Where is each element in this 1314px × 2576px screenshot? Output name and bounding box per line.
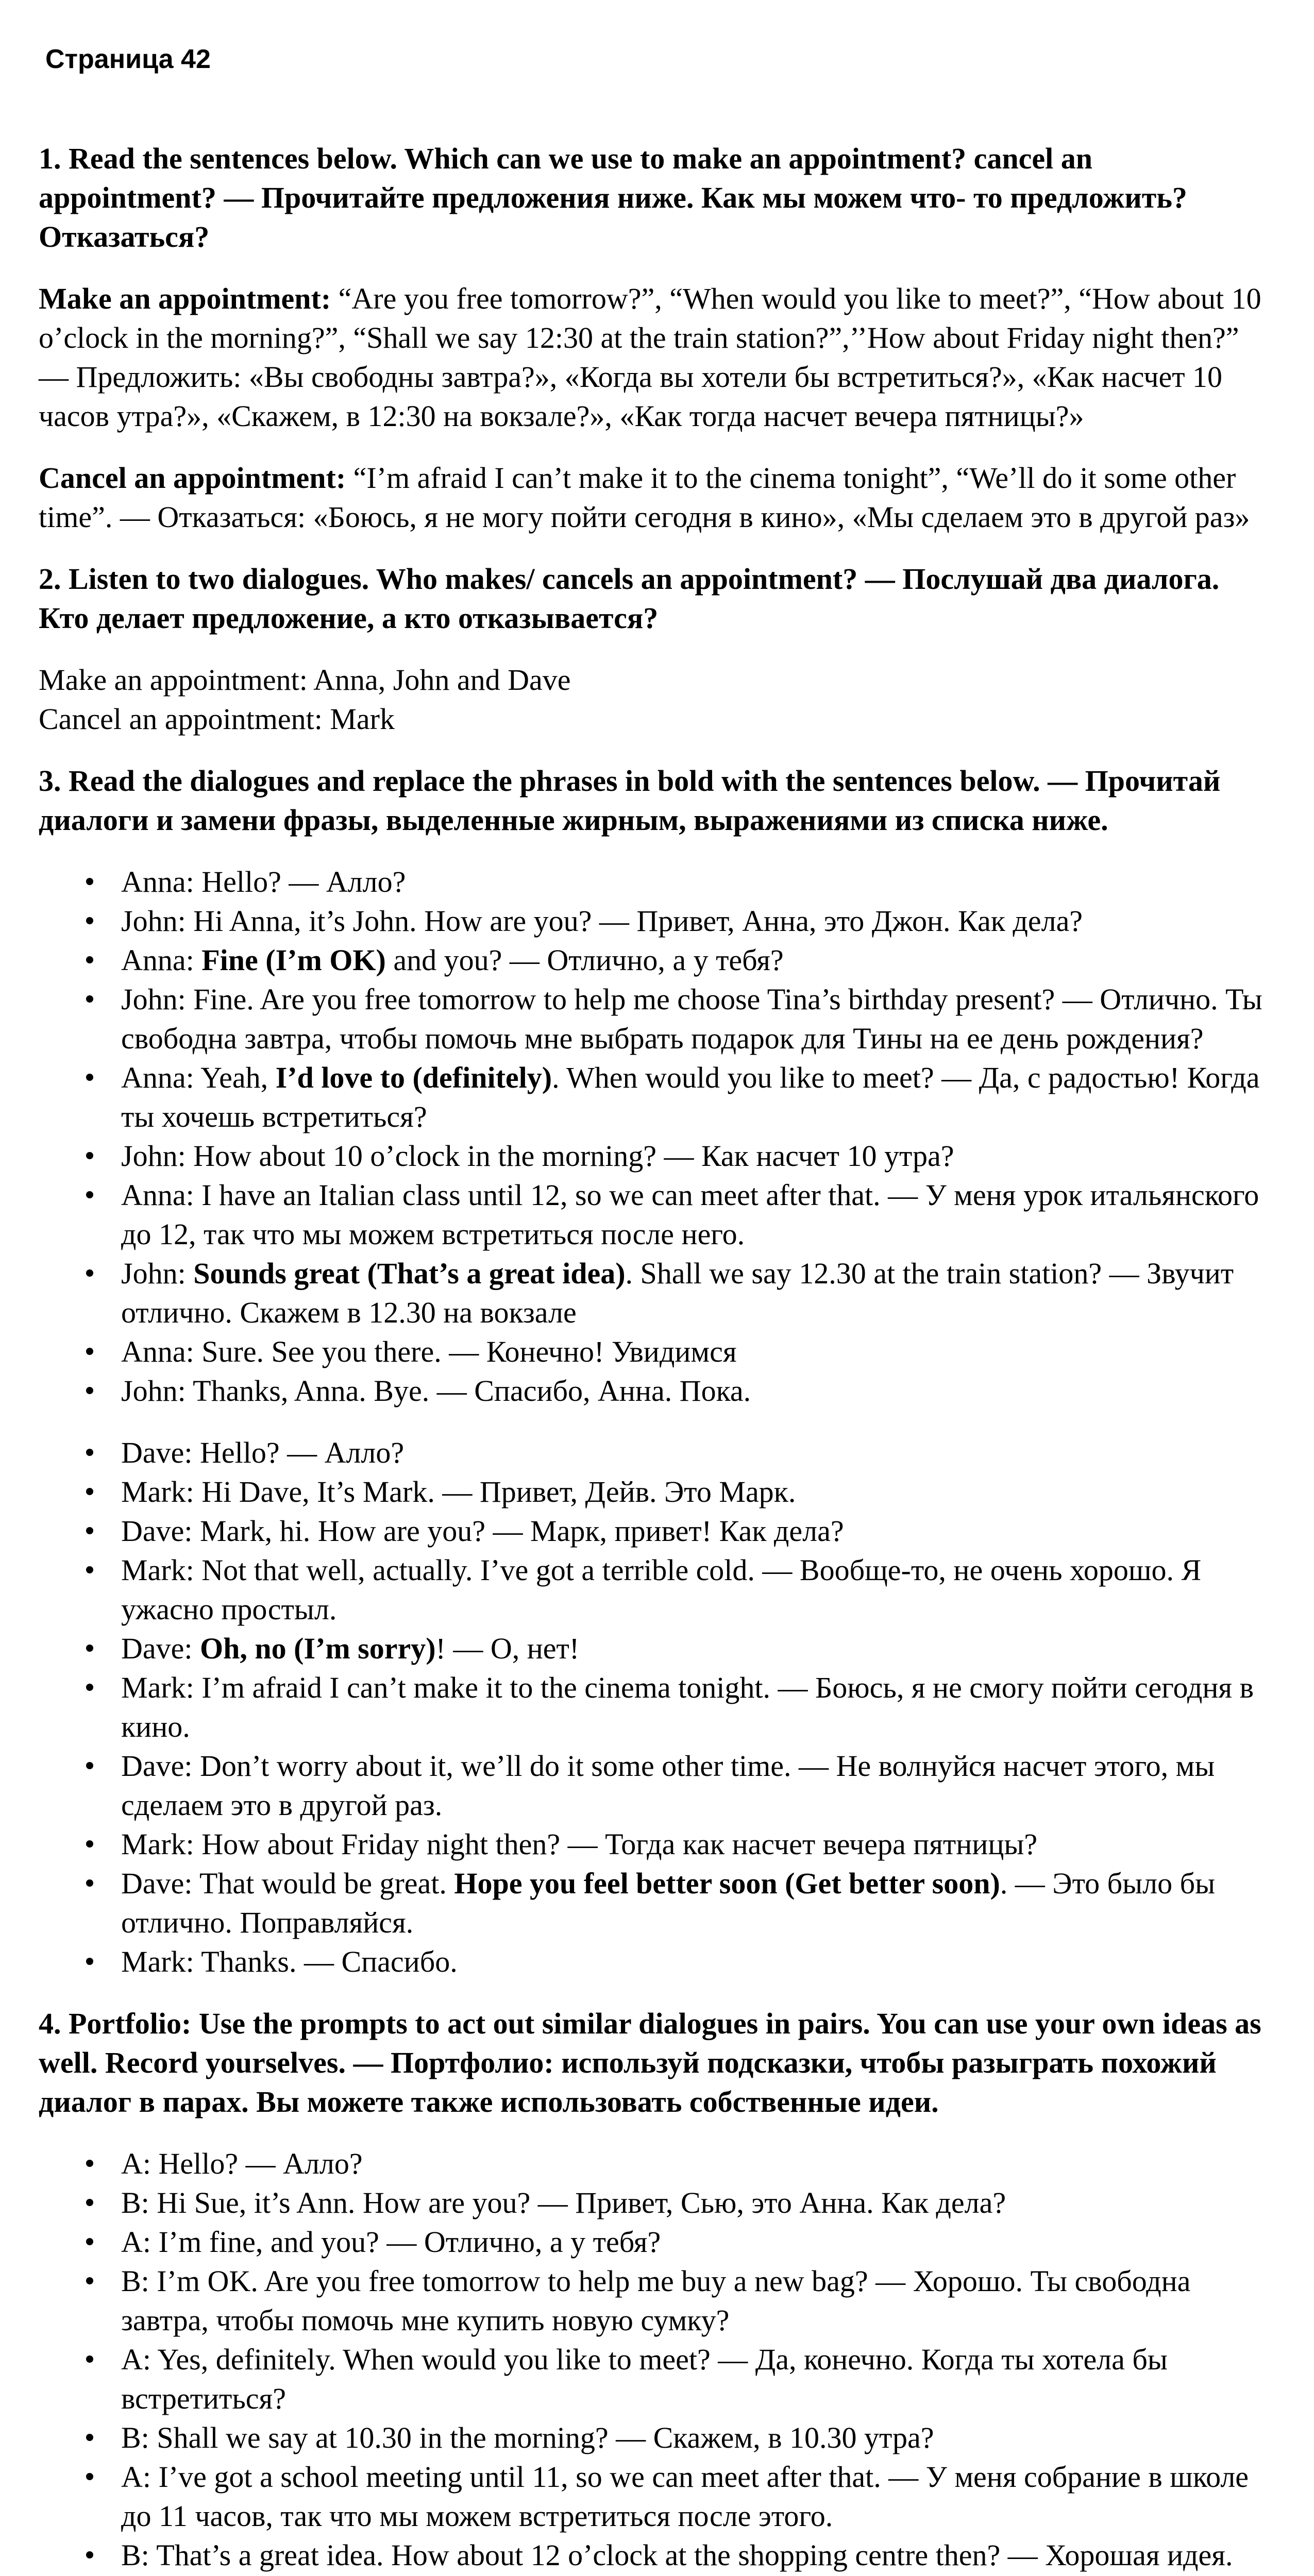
list-item [121,1137,1275,1176]
portfolio-dialogue-list [39,2144,1275,2576]
list-item: B: Hi Sue, it’s Ann. How are you? — Привет, Сью, это Анна. Как дела? [121,2183,1275,2223]
exercise-3-heading: 3. Read the dialogues and replace the phrases in bold with the sentences below. — Прочитай диалоги и замени фразы, выделенные жирным, выражениями из списка ниже. [39,764,1221,837]
answer-cancel: Cancel an appointment: Mark [39,702,395,736]
line-text: John: Hi Anna, it’s John. How are you? — Привет, Анна, это Джон. Как дела? [121,904,1083,938]
list-item [121,1512,1275,1551]
cancel-appointment-paragraph [39,459,1275,537]
page-title: Страница 42 [45,44,211,74]
bold-phrase: Fine (I’m OK) [201,943,386,977]
line-text-after: ! — О, нет! [435,1632,580,1665]
list-item [121,1551,1275,1629]
line-text: Anna: [121,943,202,977]
line-text: Dave: Don’t worry about it, we’ll do it some other time. — Не волнуйся насчет этого, мы сделаем это в другой раз. [121,1749,1215,1822]
list-item: A: Yes, definitely. When would you like to meet? — Да, конечно. Когда ты хотела бы встретиться? [121,2340,1275,2418]
line-text: Mark: I’m afraid I can’t make it to the cinema tonight. — Боюсь, я не смогу пойти сегодня в кино. [121,1671,1254,1743]
line-text: Anna: Yeah, [121,1061,276,1094]
make-appointment-paragraph [39,279,1275,436]
exercise-4-heading: 4. Portfolio: Use the prompts to act out similar dialogues in pairs. You can use your own ideas as well. Record yourselves. — Портфолио: используй подсказки, чтобы разыграть похожий диалог в парах. Вы можете также использовать собственные идеи. [39,2007,1261,2119]
line-text: Dave: Mark, hi. How are you? — Марк, привет! Как дела? [121,1514,844,1548]
line-text: John: [121,1257,194,1290]
list-item [121,1371,1275,1411]
dialogue-1-list [39,862,1275,1411]
list-item [121,941,1275,980]
list-item [121,1433,1275,1472]
list-item [121,1864,1275,1942]
list-item: B: Shall we say at 10.30 in the morning? — Скажем, в 10.30 утра? [121,2418,1275,2458]
line-text: Mark: Hi Dave, It’s Mark. — Привет, Дейв. Это Марк. [121,1475,796,1509]
line-text: Anna: Hello? — Алло? [121,865,406,899]
list-item [121,1825,1275,1864]
document-body [39,139,1275,2576]
line-text: Anna: I have an Italian class until 12, so we can meet after that. — У меня урок итальянского до 12, так что мы можем встретиться после него. [121,1178,1259,1251]
line-text: Dave: [121,1632,200,1665]
list-item: A: I’ve got a school meeting until 11, so we can meet after that. — У меня собрание в школе до 11 часов, так что мы можем встретиться после этого. [121,2458,1275,2536]
list-item [121,980,1275,1058]
list-item [121,1629,1275,1668]
list-item [121,1176,1275,1254]
list-item [121,1254,1275,1332]
line-text: Dave: That would be great. [121,1867,454,1900]
bold-phrase: Hope you feel better soon (Get better soon) [454,1867,1000,1900]
list-item: B: I’m OK. Are you free tomorrow to help me buy a new bag? — Хорошо. Ты свободна завтра, чтобы помочь мне купить новую сумку? [121,2262,1275,2340]
line-text-after: . Shall we say 12.30 at the train station? — Звучит отлично. Скажем в 12.30 на вокзале [121,1257,1234,1329]
answer-make: Make an appointment: Anna, John and Dave [39,663,571,697]
list-item [121,862,1275,902]
exercise-2-answers [39,660,1275,739]
line-text-after: . — Это было бы отлично. Поправляйся. [121,1867,1216,1939]
cancel-appointment-text: “I’m afraid I can’t make it to the cinema tonight”, “We’ll do it some other time”. — Отказаться: «Боюсь, я не могу пойти сегодня в кино», «Мы сделаем это в другой раз» [39,461,1250,534]
list-item [121,1747,1275,1825]
bold-phrase: Sounds great (That’s a great idea) [193,1257,626,1290]
line-text: John: Fine. Are you free tomorrow to help me choose Tina’s birthday present? — Отлично. Ты свободна завтра, чтобы помочь мне выбрать подарок для Тины на ее день рождения? [121,982,1262,1055]
list-item: B: That’s a great idea. How about 12 o’clock at the shopping centre then? — Хорошая идея. [121,2536,1275,2576]
line-text: Dave: Hello? — Алло? [121,1436,405,1469]
dialogue-2-list [39,1433,1275,1981]
list-item: A: I’m fine, and you? — Отлично, а у тебя? [121,2223,1275,2262]
list-item: A: Hello? — Алло? [121,2144,1275,2183]
line-text: Mark: Thanks. — Спасибо. [121,1945,458,1978]
line-text: John: Thanks, Anna. Bye. — Спасибо, Анна. Пока. [121,1374,751,1408]
list-item [121,1332,1275,1371]
make-appointment-label: Make an appointment: [39,282,331,315]
line-text: Mark: Not that well, actually. I’ve got a terrible cold. — Вообще-то, не очень хорошо. Я ужасно простыл. [121,1553,1202,1626]
exercise-2-heading: 2. Listen to two dialogues. Who makes/ cancels an appointment? — Послушай два диалога. Кто делает предложение, а кто отказывается? [39,562,1220,635]
list-item [121,1942,1275,1981]
list-item [121,1058,1275,1137]
list-item [121,1668,1275,1747]
bold-phrase: I’d love to (definitely) [275,1061,552,1094]
line-text: John: How about 10 o’clock in the morning? — Как насчет 10 утра? [121,1139,954,1173]
list-item [121,902,1275,941]
line-text-after: . When would you like to meet? — Да, с радостью! Когда ты хочешь встретиться? [121,1061,1260,1133]
line-text: Mark: How about Friday night then? — Тогда как насчет вечера пятницы? [121,1827,1038,1861]
bold-phrase: Oh, no (I’m sorry) [200,1632,436,1665]
cancel-appointment-label: Cancel an appointment: [39,461,346,495]
line-text: Anna: Sure. See you there. — Конечно! Увидимся [121,1335,737,1368]
make-appointment-text: “Are you free tomorrow?”, “When would you like to meet?”, “How about 10 o’clock in the morning?”, “Shall we say 12:30 at the train station?”,’’How about Friday night then?” — Предложить: «Вы свободны завтра?», «Когда вы хотели бы встретиться?», «Как насчет 10 часов утра?», «Скажем, в 12:30 на вокзале?», «Как тогда насчет вечера пятницы?» [39,282,1261,433]
exercise-1-heading: 1. Read the sentences below. Which can we use to make an appointment? cancel an appointment? — Прочитайте предложения ниже. Как мы можем что- то предложить? Отказаться? [39,142,1187,253]
line-text-after: and you? — Отлично, а у тебя? [385,943,784,977]
list-item [121,1472,1275,1512]
